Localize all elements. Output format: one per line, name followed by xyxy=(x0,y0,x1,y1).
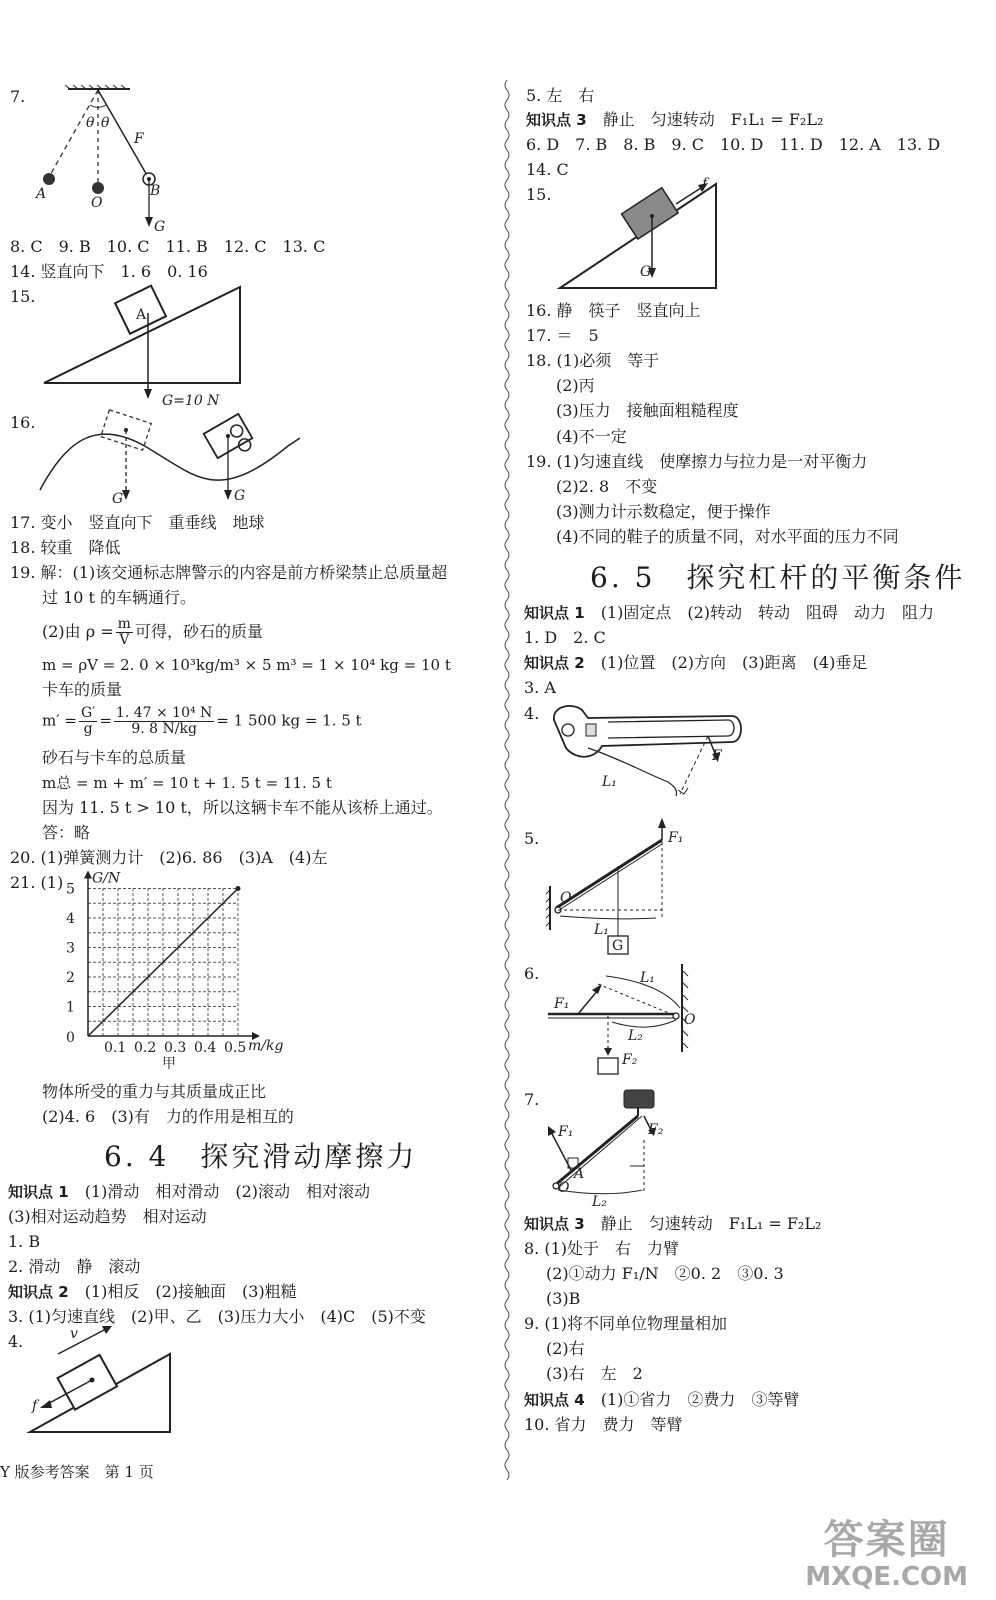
q7r-label-A: A xyxy=(574,1166,585,1182)
chart-x-tick-label: 0.5 xyxy=(224,1040,247,1056)
knowledge-1-right: 知识点 1 (1)固定点 (2)转动 转动 阻碍 动力 阻力 xyxy=(524,603,935,622)
q16-curve-figure xyxy=(38,408,308,507)
q6-label-L2: L₂ xyxy=(628,1028,643,1044)
q15-incline-figure xyxy=(42,283,252,413)
chart-y-tick-label: 3 xyxy=(66,940,75,957)
chart-origin-label: 0 xyxy=(66,1030,75,1046)
answer-q8-13: 8. C 9. B 10. C 11. B 12. C 13. C xyxy=(10,237,326,256)
answer-r-q17: 17. ＝ 5 xyxy=(526,326,599,345)
answer-q18: 18. 较重 降低 xyxy=(10,538,121,557)
answer-r-q19-2: (2)2. 8 不变 xyxy=(556,477,658,496)
q7-label-G: G xyxy=(154,219,166,235)
q15-label-A: A xyxy=(136,307,147,323)
answer-6-5-q10: 10. 省力 费力 等臂 xyxy=(524,1415,683,1434)
q7-theta-left: θ xyxy=(86,115,95,131)
answer-r-q16: 16. 静 筷子 竖直向上 xyxy=(526,301,701,320)
q7-label-A: A xyxy=(36,186,47,202)
q4-label-f: f xyxy=(32,1398,38,1414)
answer-r-q5: 5. 左 右 xyxy=(526,86,595,105)
answer-q21-conclusion: 物体所受的重力与其质量成正比 xyxy=(42,1082,267,1101)
wrench-lever-figure xyxy=(548,700,748,810)
answer-r-q18-2: (2)丙 xyxy=(556,376,595,395)
answer-q19-line7: 砂石与卡车的总质量 xyxy=(42,748,187,767)
r-q15-label-f: f xyxy=(702,176,708,192)
chart-y-tick-label: 2 xyxy=(66,970,75,986)
answer-q21: 21. (1) xyxy=(10,873,64,892)
chart-x-tick-label: 0.1 xyxy=(104,1040,127,1056)
q6-label-F1: F₁ xyxy=(554,996,570,1012)
answer-6-5-q8-1: 8. (1)处于 右 力臂 xyxy=(524,1239,680,1258)
answer-q19-line5: 卡车的质量 xyxy=(42,680,123,699)
chart-y-axis-label: G/N xyxy=(92,870,121,887)
q7r-label-F2: F₂ xyxy=(648,1122,664,1138)
answer-q19-line3: (2)由 ρ = $\frac{m}{V}$ 可得，砂石的质量 xyxy=(42,616,263,648)
chart-x-tick-label: 0.3 xyxy=(164,1040,187,1056)
knowledge-1-left: 知识点 1 (1)滑动 相对滑动 (2)滚动 相对滚动 xyxy=(8,1182,371,1201)
knowledge-3-right: 知识点 3 静止 匀速转动 F₁L₁ = F₂L₂ xyxy=(526,110,824,129)
knowledge-1-left-cont: (3)相对运动趋势 相对运动 xyxy=(8,1207,207,1226)
answer-q19-line6: m′ = $\frac{G'}{g}$ = $\frac{\text{1. 47 × 10⁴ N}}{9. 8 N/kg}$ = 1 500 kg = 1. 5 t xyxy=(42,705,362,737)
watermark xyxy=(805,1518,968,1592)
knowledge-4-right: 知识点 4 (1)①省力 ②费力 ③等臂 xyxy=(524,1390,800,1409)
q6-label-O: O xyxy=(684,1012,696,1028)
chart-y-tick-label: 1 xyxy=(66,999,75,1016)
answer-6-5-q5: 5. xyxy=(524,829,540,848)
answer-q19-line10: 答：略 xyxy=(42,823,91,842)
section-title-6-4: 6. 4 探究滑动摩擦力 xyxy=(104,1140,418,1173)
watermark-url: MXQE.COM xyxy=(805,1562,968,1592)
answer-r-q18-4: (4)不一定 xyxy=(556,427,627,446)
q6-lever-figure xyxy=(548,960,708,1080)
answer-q14: 14. 竖直向下 1. 6 0. 16 xyxy=(10,262,208,281)
q7r-label-L2: L₂ xyxy=(592,1194,607,1210)
q16-number: 16. xyxy=(10,413,36,432)
q5-lever-figure xyxy=(546,826,706,956)
q7-theta-right: θ xyxy=(101,115,110,131)
answer-6-5-q9-2: (2)右 xyxy=(546,1339,585,1358)
answer-r-q19-1: 19. (1)匀速直线 使摩擦力与拉力是一对平衡力 xyxy=(526,452,868,471)
q15-label-G: G=10 N xyxy=(162,393,220,409)
chart-data-point xyxy=(236,886,241,891)
answer-r-q18-1: 18. (1)必须 等于 xyxy=(526,351,660,370)
q7-number: 7. xyxy=(10,87,26,106)
answer-6-5-q3: 3. A xyxy=(524,678,556,697)
answer-6-5-q4: 4. xyxy=(524,704,540,723)
q7-pendulum-figure xyxy=(30,85,180,235)
answer-6-4-q3: 3. (1)匀速直线 (2)甲、乙 (3)压力大小 (4)C (5)不变 xyxy=(8,1307,426,1326)
answer-q19-line1: 19. 解：(1)该交通标志牌警示的内容是前方桥梁禁止总质量超 xyxy=(10,563,448,582)
q21-gravity-mass-chart xyxy=(60,868,300,1072)
wrench-label-L1: L₁ xyxy=(602,774,617,790)
wrench-label-F: F xyxy=(712,748,722,764)
q5-label-F1: F₁ xyxy=(668,830,684,846)
answer-6-5-q8-2: (2)①动力 F₁/N ②0. 2 ③0. 3 xyxy=(546,1264,784,1283)
answer-q21-part2: (2)4. 6 (3)有 力的作用是相互的 xyxy=(42,1107,294,1126)
answer-q19-line8: m总 = m + m′ = 10 t + 1. 5 t = 11. 5 t xyxy=(42,774,332,792)
answer-r-q18-3: (3)压力 接触面粗糙程度 xyxy=(556,401,739,420)
q16-label-G1: G xyxy=(112,491,124,507)
answer-q20: 20. (1)弹簧测力计 (2)6. 86 (3)A (4)左 xyxy=(10,848,328,867)
q5-label-O: O xyxy=(560,890,572,906)
answer-q19-line4: m = ρV = 2. 0 × 10³kg/m³ × 5 m³ = 1 × 10⁴ kg = 10 t xyxy=(42,656,451,674)
chart-x-tick-label: 0.4 xyxy=(194,1040,217,1056)
section-title-6-5: 6. 5 探究杠杆的平衡条件 xyxy=(590,561,966,594)
answer-r-q6-13: 6. D 7. B 8. B 9. C 10. D 11. D 12. A 13. D xyxy=(526,135,941,154)
q7-label-O: O xyxy=(91,195,103,211)
chart-y-tick-label: 4 xyxy=(66,911,75,927)
q7-label-B: B xyxy=(150,183,161,199)
watermark-logo-text: 答案圈 xyxy=(823,1517,950,1563)
knowledge-3-right-6-5: 知识点 3 静止 匀速转动 F₁L₁ = F₂L₂ xyxy=(524,1214,822,1233)
q15-number: 15. xyxy=(10,287,36,306)
q7r-label-F1: F₁ xyxy=(558,1124,574,1140)
answer-6-5-q8-3: (3)B xyxy=(546,1289,581,1308)
q5-label-G: G xyxy=(612,938,624,954)
answer-6-5-q1-2: 1. D 2. C xyxy=(524,628,606,647)
answer-r-q14: 14. C xyxy=(526,160,569,179)
q4-label-v: v xyxy=(70,1326,78,1342)
answer-q19-line9: 因为 11. 5 t > 10 t，所以这辆卡车不能从该桥上通过。 xyxy=(42,798,443,817)
chart-x-axis-label: m/kg xyxy=(248,1038,284,1054)
page-footer: Y 版参考答案 第 1 页 xyxy=(0,1463,154,1481)
answer-6-4-q1: 1. B xyxy=(8,1232,41,1251)
q7-label-F: F xyxy=(134,131,144,147)
q4-friction-incline-figure xyxy=(28,1326,198,1440)
answer-q17: 17. 变小 竖直向下 重垂线 地球 xyxy=(10,513,265,532)
chart-y-tick-label: 5 xyxy=(66,881,75,898)
answer-6-4-q4: 4. xyxy=(8,1332,24,1351)
answer-r-q15: 15. xyxy=(526,185,552,204)
chart-y-axis-arrow xyxy=(84,871,92,879)
answer-6-4-q2: 2. 滑动 静 滚动 xyxy=(8,1257,141,1276)
knowledge-2-left: 知识点 2 (1)相反 (2)接触面 (3)粗糙 xyxy=(8,1282,297,1301)
answer-r-q19-3: (3)测力计示数稳定，便于操作 xyxy=(556,502,771,521)
answer-q19-line2: 过 10 t 的车辆通行。 xyxy=(42,588,197,607)
answer-6-5-q6: 6. xyxy=(524,964,540,983)
column-divider xyxy=(502,80,512,1480)
q6-label-F2: F₂ xyxy=(622,1052,638,1068)
r-q15-label-G: G xyxy=(640,264,652,280)
q5-label-L1: L₁ xyxy=(594,922,609,938)
r-q15-incline-figure xyxy=(558,176,728,292)
chart-caption: 甲 xyxy=(162,1056,176,1072)
answer-6-5-q9-1: 9. (1)将不同单位物理量相加 xyxy=(524,1314,728,1333)
q16-label-G2: G xyxy=(234,488,246,504)
q7-lever-figure xyxy=(544,1086,714,1210)
answer-6-5-q7: 7. xyxy=(524,1090,540,1109)
answer-6-5-q9-3: (3)右 左 2 xyxy=(546,1364,643,1383)
answer-r-q19-4: (4)不同的鞋子的质量不同，对水平面的压力不同 xyxy=(556,527,899,546)
q6-label-L1: L₁ xyxy=(640,970,655,986)
chart-x-tick-label: 0.2 xyxy=(134,1040,157,1056)
knowledge-2-right: 知识点 2 (1)位置 (2)方向 (3)距离 (4)垂足 xyxy=(524,653,868,672)
q7r-label-O: O xyxy=(558,1180,570,1196)
